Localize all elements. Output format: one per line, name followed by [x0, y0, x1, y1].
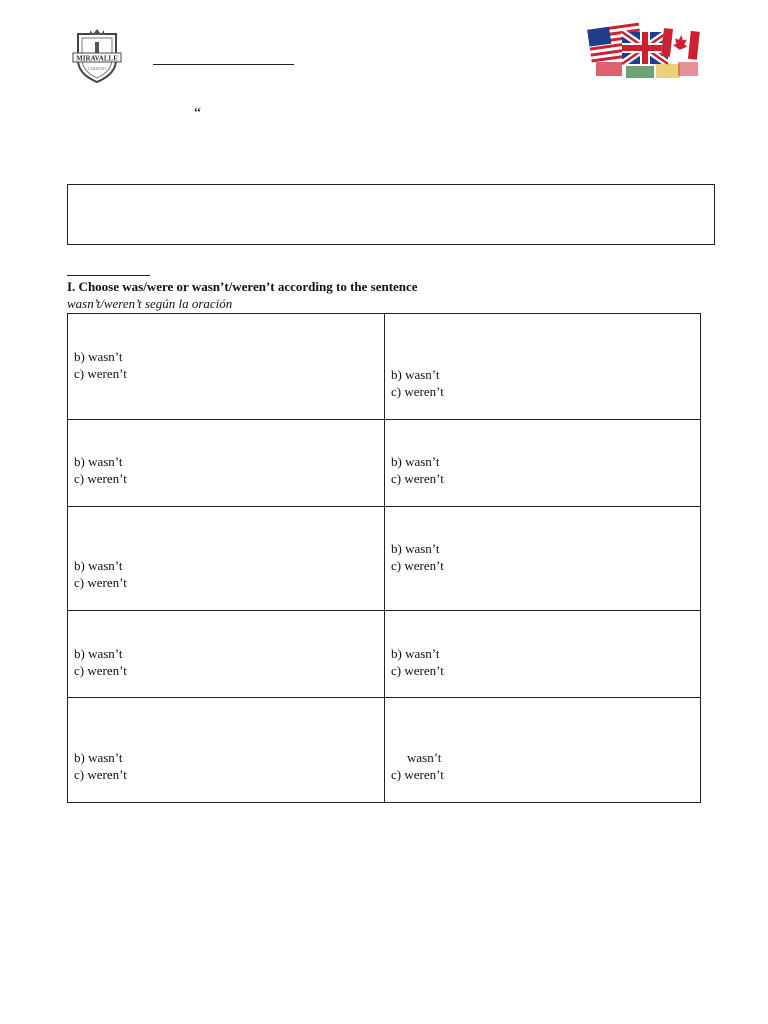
name-blank-line [153, 64, 294, 65]
instructions-box [67, 184, 715, 245]
option-b: b) wasn’t [74, 646, 123, 661]
option-c: c) weren’t [391, 558, 444, 573]
option-c: c) weren’t [74, 471, 127, 486]
grid-row-divider [68, 506, 700, 507]
option-b: b) wasn’t [391, 367, 440, 382]
option-b: b) wasn’t [74, 454, 123, 469]
section-subtitle: wasn’t/weren’t según la oración [67, 296, 233, 311]
option-b: b) wasn’t [74, 558, 123, 573]
option-c: c) weren’t [74, 575, 127, 590]
option-c: c) weren’t [391, 384, 444, 399]
option-b: b) wasn’t [391, 454, 440, 469]
option-c: c) weren’t [391, 471, 444, 486]
flags-image [586, 20, 701, 80]
option-b: b) wasn’t [391, 646, 440, 661]
grid-column-divider [384, 314, 385, 802]
grid-row-divider [68, 419, 700, 420]
option-c: c) weren’t [391, 663, 444, 678]
option-c: c) weren’t [74, 663, 127, 678]
option-b: b) wasn’t [74, 750, 123, 765]
grid-row-divider [68, 697, 700, 698]
option-c: c) weren’t [74, 366, 127, 381]
opening-quote: “ [194, 105, 202, 122]
school-crest-logo [68, 26, 126, 84]
svg-text:MIRAVALLE: MIRAVALLE [76, 54, 118, 63]
option-b: b) wasn’t [391, 541, 440, 556]
option-c: c) weren’t [74, 767, 127, 782]
option-b: b) wasn’t [74, 349, 123, 364]
grid-row-divider [68, 610, 700, 611]
section-title: I. Choose was/were or wasn’t/weren’t according to the sentence [67, 279, 418, 294]
svg-text:COLEGIO: COLEGIO [88, 66, 106, 71]
option-b: wasn’t [407, 750, 442, 765]
section-underline [67, 275, 150, 276]
option-c: c) weren’t [391, 767, 444, 782]
exercise-grid [67, 313, 701, 803]
